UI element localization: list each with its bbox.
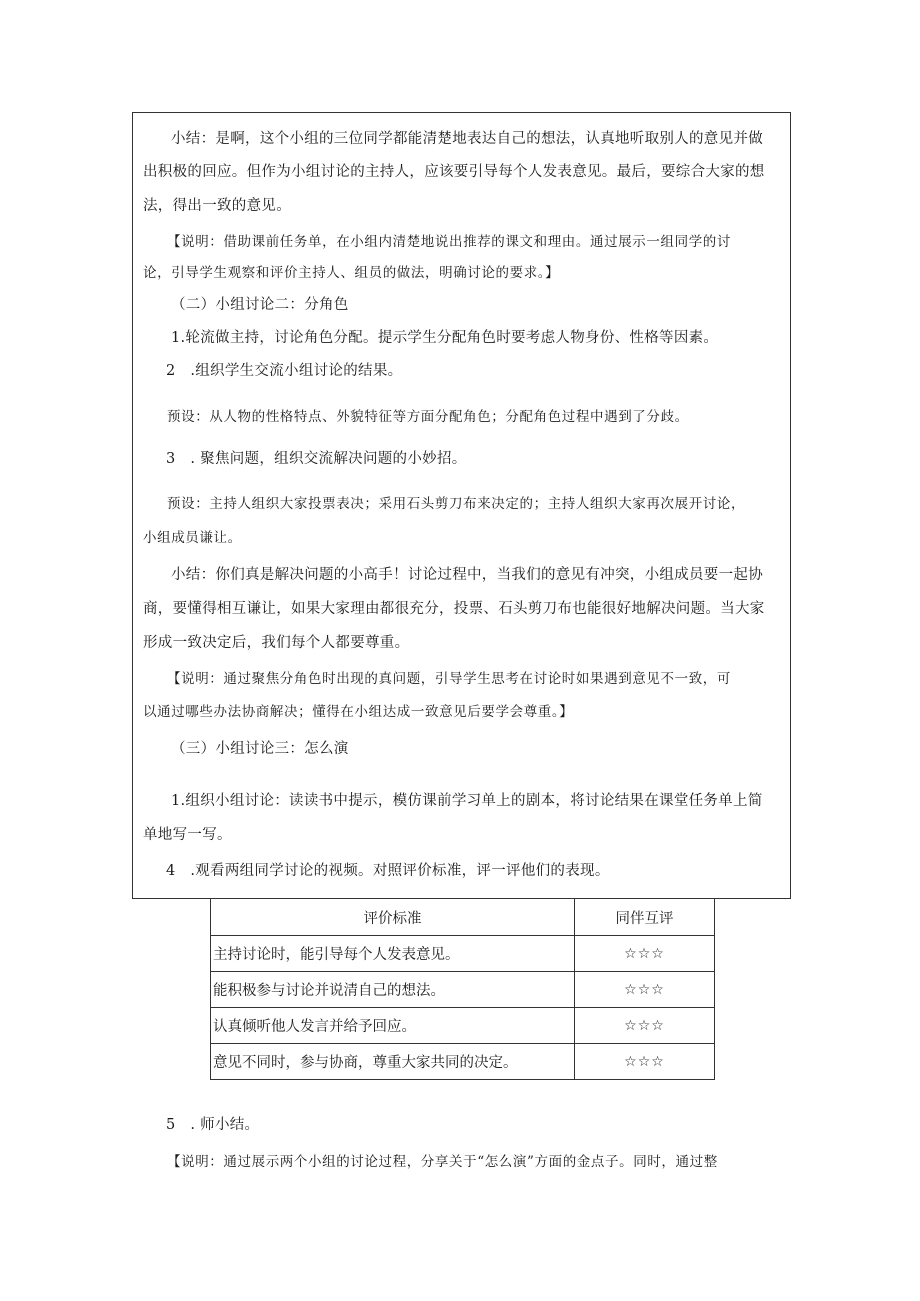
step-1-group3: 1.组织小组讨论：读读书中提示，模仿课前学习单上的剧本，将讨论结果在课堂任务单上简 <box>171 793 763 809</box>
summary-paragraph-1: 小结：是啊，这个小组的三位同学都能清楚地表达自己的想法，认真地听取别人的意见并做 <box>171 131 763 147</box>
criteria-cell: 意见不同时，参与协商，尊重大家共同的决定。 <box>211 1044 575 1080</box>
step-1-group3-cont: 单地写一写。 <box>143 827 232 843</box>
summary-paragraph-1-cont: 出积极的回应。但作为小组讨论的主持人，应该要引导每个人发表意见。最后，要综合大家的想 <box>143 164 765 180</box>
star-rating[interactable]: ☆☆☆ <box>575 972 715 1008</box>
step-2: 2 .组织学生交流小组讨论的结果。 <box>166 363 403 379</box>
step-3: 3 . 聚焦问题，组织交流解决问题的小妙招。 <box>166 451 467 467</box>
section-heading-3: （三）小组讨论三：怎么演 <box>171 741 349 757</box>
preset-1: 预设：从人物的性格特点、外貌特征等方面分配角色；分配角色过程中遇到了分歧。 <box>167 409 689 425</box>
note-paragraph-3: 【说明：通过展示两个小组的讨论过程，分享关于“怎么演”方面的金点子。同时，通过整 <box>167 1154 718 1170</box>
step-4: 4 .观看两组同学讨论的视频。对照评价标准，评一评他们的表现。 <box>166 863 610 879</box>
criteria-cell: 主持讨论时，能引导每个人发表意见。 <box>211 936 575 972</box>
summary-paragraph-1-end: 法，得出一致的意见。 <box>143 198 291 214</box>
table-header-row <box>211 899 715 936</box>
table-row <box>211 972 715 1008</box>
preset-2: 预设：主持人组织大家投票表决；采用石头剪刀布来决定的；主持人组织大家再次展开讨论， <box>167 496 746 512</box>
header-rating: 同伴互评 <box>575 899 715 936</box>
table-row <box>211 1008 715 1044</box>
step-5: 5 . 师小结。 <box>166 1117 260 1133</box>
table-row <box>211 936 715 972</box>
criteria-cell: 认真倾听他人发言并给予回应。 <box>211 1008 575 1044</box>
note-paragraph-1-cont: 论，引导学生观察和评价主持人、组员的做法，明确讨论的要求。】 <box>143 265 560 281</box>
note-paragraph-2: 【说明：通过聚焦分角色时出现的真问题，引导学生思考在讨论时如果遇到意见不一致，可 <box>167 671 731 687</box>
summary-paragraph-2-end: 形成一致决定后，我们每个人都要尊重。 <box>143 635 410 651</box>
note-paragraph-1: 【说明：借助课前任务单，在小组内清楚地说出推荐的课文和理由。通过展示一组同学的讨 <box>167 234 731 250</box>
header-criteria: 评价标准 <box>211 899 575 936</box>
star-rating[interactable]: ☆☆☆ <box>575 1044 715 1080</box>
step-1: 1.轮流做主持，讨论角色分配。提示学生分配角色时要考虑人物身份、性格等因素。 <box>171 330 719 346</box>
section-heading-2: （二）小组讨论二：分角色 <box>171 297 349 313</box>
summary-paragraph-2: 小结：你们真是解决问题的小高手！讨论过程中，当我们的意见有冲突，小组成员要一起协 <box>171 567 763 583</box>
star-rating[interactable]: ☆☆☆ <box>575 936 715 972</box>
criteria-cell: 能积极参与讨论并说清自己的想法。 <box>211 972 575 1008</box>
table-row <box>211 1044 715 1080</box>
evaluation-table <box>210 898 715 1080</box>
note-paragraph-2-cont: 以通过哪些办法协商解决；懂得在小组达成一致意见后要学会尊重。】 <box>143 704 574 720</box>
star-rating[interactable]: ☆☆☆ <box>575 1008 715 1044</box>
summary-paragraph-2-cont: 商，要懂得相互谦让，如果大家理由都很充分，投票、石头剪刀布也能很好地解决问题。当大家 <box>143 601 765 617</box>
preset-2-cont: 小组成员谦让。 <box>143 530 242 546</box>
